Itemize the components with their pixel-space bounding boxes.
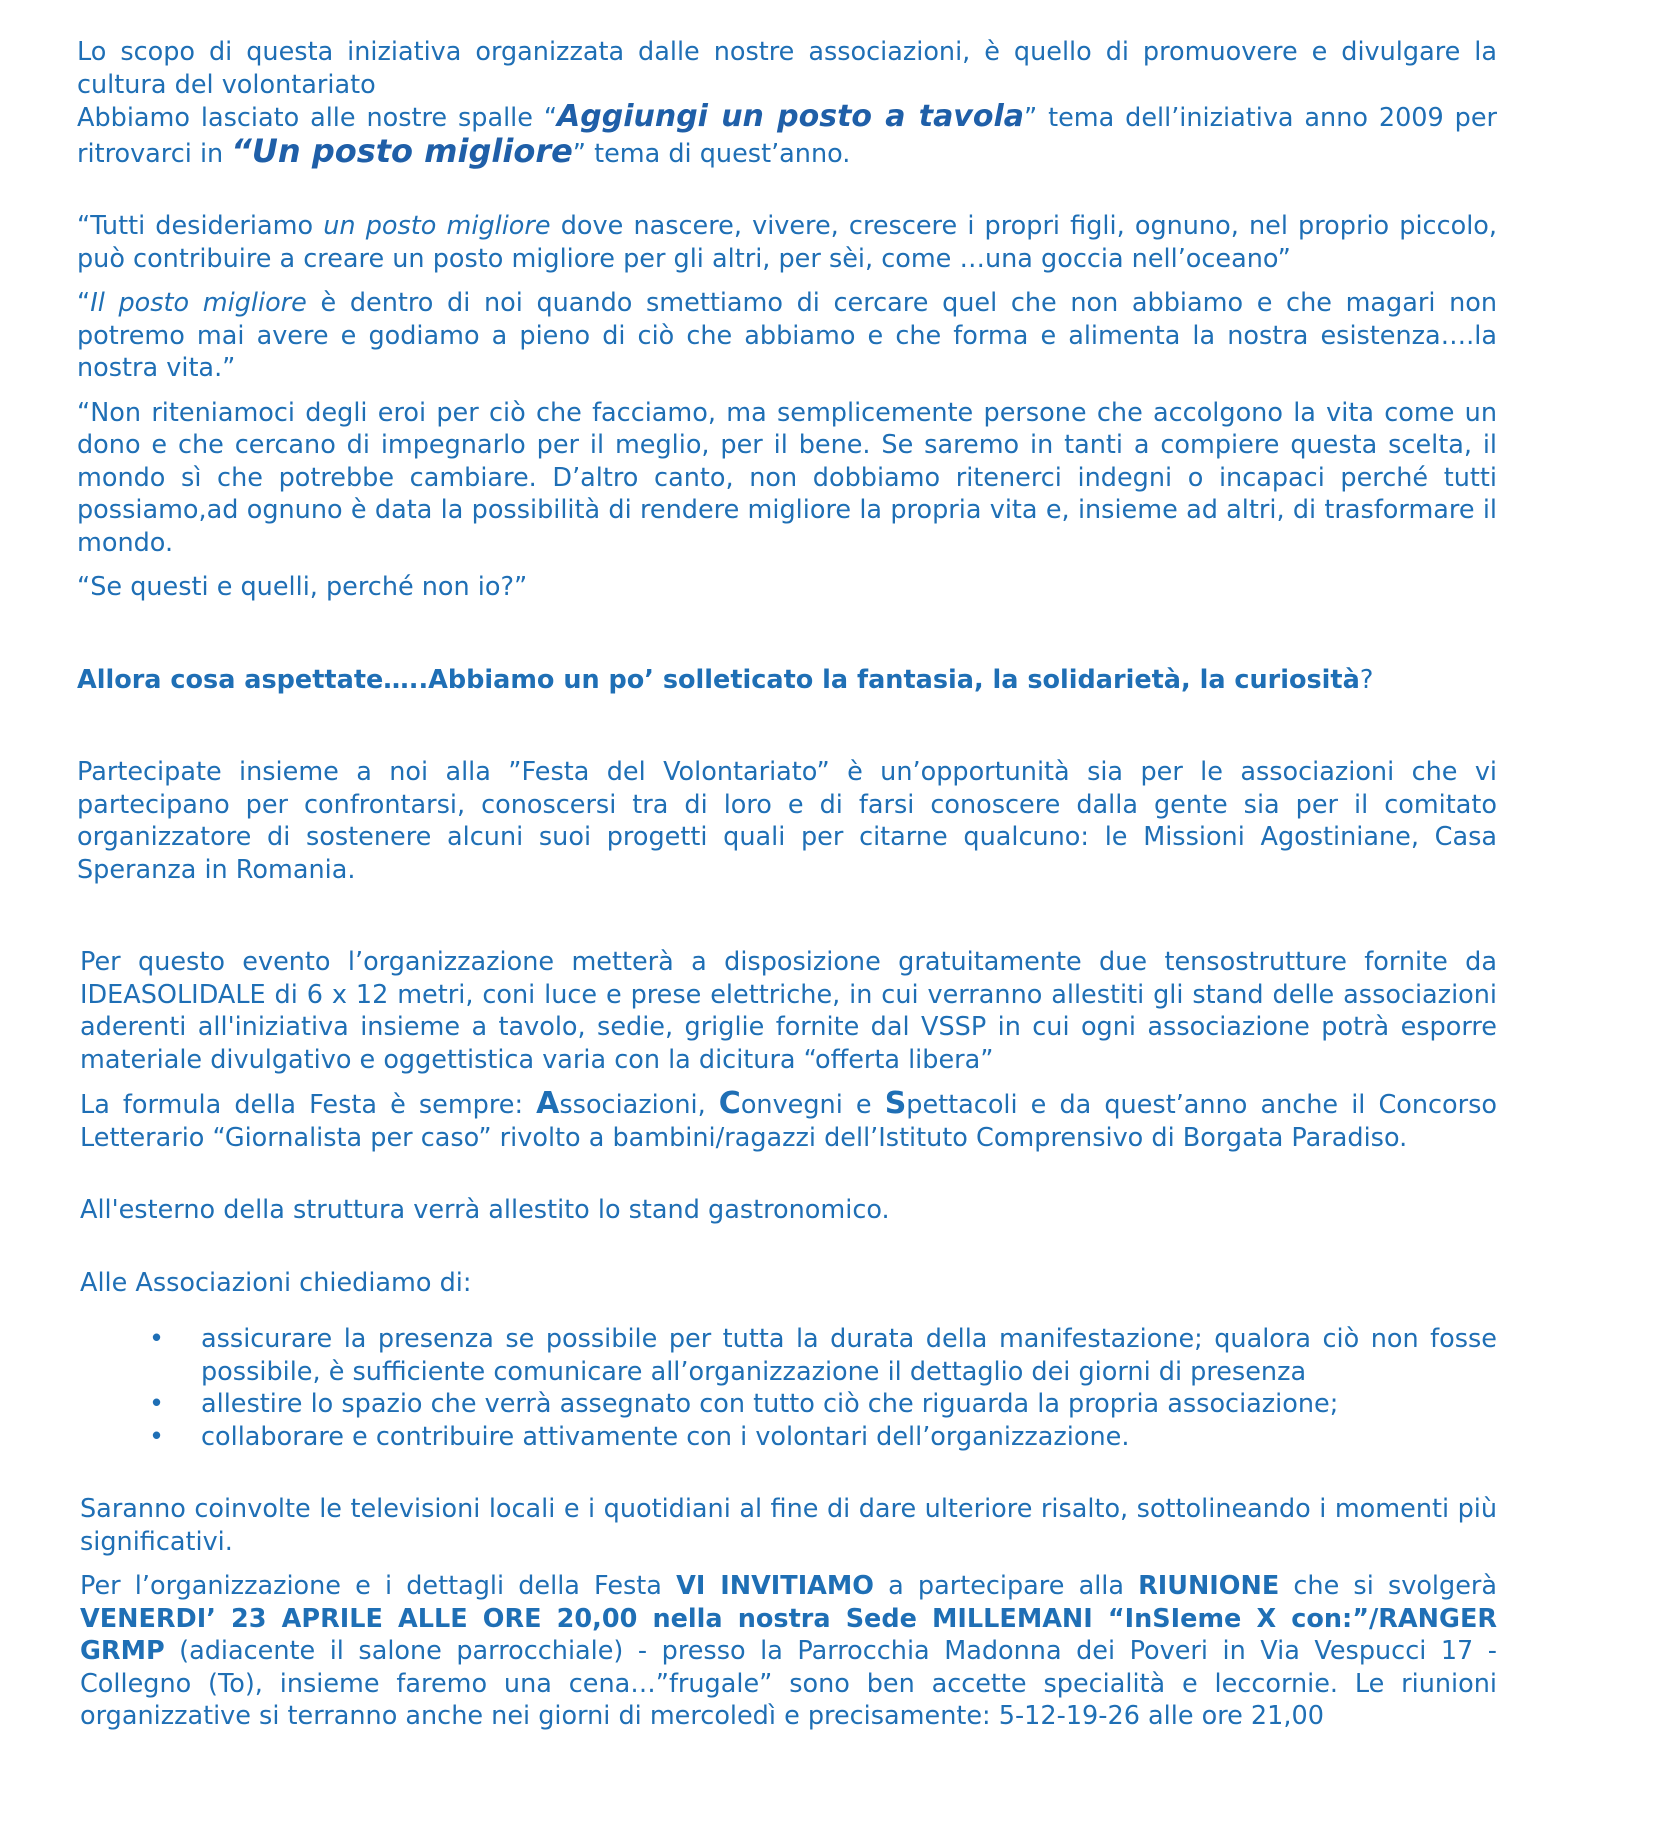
media-paragraph: Saranno coinvolte le televisioni locali e i quotidiani al fine di dare ulteriore risalto, sottolineando i momenti più significativi.: [80, 1494, 1497, 1557]
quote-paragraph-1: [77, 210, 1497, 275]
meeting-paragraph: [77, 1570, 1497, 1733]
formula-a2: ssociazioni,: [559, 1090, 719, 1120]
meeting-g: (adiacente il salone parrocchiale) - presso la Parrocchia Madonna dei Poveri in Via Vespucci 17 - Collegno (To), insieme faremo una cena…”frugale” sono ben accette specialità e leccornie. Le riunioni organizzative si terranno anche nei giorni di mercoledì e precisamente: 5-12-19-26 alle ore 21,00: [80, 1636, 1497, 1731]
list-item: [77, 1323, 1497, 1388]
bullet-icon: •: [149, 1389, 165, 1419]
request-list: [77, 1323, 1497, 1453]
list-item: [77, 1421, 1497, 1454]
meeting-e: che si svolgerà: [1279, 1571, 1497, 1601]
gastronomic-paragraph: All'esterno della struttura verrà allestito lo stand gastronomico.: [80, 1195, 890, 1225]
formula-rest: e da quest’anno anche il Concorso Letterario “Giornalista per caso” rivolto a bambini/ragazzi dell’Istituto Comprensivo di Borgata Paradiso.: [80, 1090, 1498, 1153]
formula-a: La formula della Festa è sempre:: [80, 1090, 537, 1120]
request-intro: Alle Associazioni chiediamo di:: [80, 1267, 472, 1298]
call-bold: Allora cosa aspettate…..Abbiamo un po’ solleticato la fantasia, la solidarietà, la curiosità: [77, 664, 1360, 695]
list-item-text: collaborare e contribuire attivamente con i volontari dell’organizzazione.: [201, 1421, 1130, 1452]
meeting-a: Per l’organizzazione e i dettagli della Festa: [80, 1571, 677, 1601]
theme-paragraph: [77, 101, 1497, 170]
quote1-italic: un posto migliore: [323, 211, 551, 241]
meeting-riunione: RIUNIONE: [1138, 1571, 1280, 1601]
list-item: [77, 1388, 1497, 1421]
intro-paragraph: Lo scopo di questa iniziativa organizzata dalle nostre associazioni, è quello di promuovere e divulgare la cultura del volontariato: [77, 37, 1497, 100]
bullet-icon: •: [149, 1324, 165, 1354]
event-paragraph: Per questo evento l’organizzazione metterà a disposizione gratuitamente due tensostrutture fornite da IDEASOLIDALE di 6 x 12 metri, coni luce e prese elettriche, in cui verranno allestiti gli stand delle associazioni aderenti all'iniziativa insieme a tavolo, sedie, griglie fornite dal VSSP in cui ogni associazione potrà esporre materiale divulgativo e oggettistica varia con la dicitura “offerta libera”: [80, 947, 1497, 1075]
quote-paragraph-4: “Se questi e quelli, perché non io?”: [77, 572, 528, 602]
formula-cap-c: C: [718, 1086, 741, 1121]
list-item-text: allestire lo spazio che verrà assegnato con tutto ciò che riguarda la propria associazione;: [201, 1389, 1339, 1419]
call-end: ?: [1359, 664, 1374, 695]
meeting-invite: VI INVITIAMO: [676, 1571, 874, 1601]
formula-cap-s: S: [884, 1086, 907, 1121]
quote1-a: “Tutti desideriamo: [77, 211, 324, 241]
theme-text-a: Abbiamo lasciato alle nostre spalle “: [77, 103, 558, 133]
theme-text-e: ” tema di quest’anno.: [572, 138, 851, 169]
meeting-date-venue: VENERDI’ 23 APRILE ALLE ORE 20,00 nella nostra Sede MILLEMANI “InSIeme X con:”/RANGER GRMP: [80, 1603, 1497, 1666]
participation-paragraph: Partecipate insieme a noi alla ”Festa del Volontariato” è un’opportunità sia per le associazioni che vi partecipano per confrontarsi, conoscersi tra di loro e di farsi conoscere dalla gente sia per il comitato organizzatore di sostenere alcuni suoi progetti quali per citarne qualcuno: le Missioni Agostiniane, Casa Speranza in Romania.: [77, 757, 1497, 885]
meeting-c: a partecipare alla: [873, 1571, 1139, 1601]
list-item-text: assicurare la presenza se possibile per tutta la durata della manifestazione; qualora ciò non fosse possibile, è sufficiente comunicare all’organizzazione il dettaglio dei giorni di presenza: [201, 1324, 1497, 1387]
quote1-c: dove nascere, vivere, crescere i propri figli, ognuno, nel proprio piccolo, può contribuire a creare un posto migliore per gli altri, per sèi, come …una goccia nell’oceano”: [77, 211, 1497, 274]
formula-paragraph: [77, 1088, 1497, 1154]
call-to-action: [77, 664, 1497, 697]
formula-c2: onvegni e: [740, 1090, 885, 1120]
document-page: [77, 36, 1497, 1733]
quote2-a: “: [77, 288, 91, 318]
theme-2009-title: Aggiungi un posto a tavola: [557, 99, 1025, 134]
formula-cap-a: A: [536, 1086, 560, 1121]
theme-2010-title: “Un posto migliore: [231, 131, 573, 170]
bullet-icon: •: [149, 1421, 165, 1452]
quote2-italic: Il posto migliore: [90, 288, 307, 318]
quote2-c: è dentro di noi quando smettiamo di cercare quel che non abbiamo e che magari non potremo mai avere e godiamo a pieno di ciò che abbiamo e che forma e alimenta la nostra esistenza….la nostra vita.”: [77, 288, 1497, 383]
formula-s2: pettacoli: [906, 1090, 1018, 1120]
quote-paragraph-3: “Non riteniamoci degli eroi per ciò che facciamo, ma semplicemente persone che accolgono la vita come un dono e che cercano di impegnarlo per il meglio, per il bene. Se saremo in tanti a compiere questa scelta, il mondo sì che potrebbe cambiare. D’altro canto, non dobbiamo ritenerci indegni o incapaci perché tutti possiamo,ad ognuno è data la possibilità di rendere migliore la propria vita e, insieme ad altri, di trasformare il mondo.: [77, 397, 1497, 558]
quote-paragraph-2: [77, 287, 1497, 385]
theme-text-c: ” tema dell’iniziativa anno 2009 per ritrovarci in: [77, 103, 1497, 169]
